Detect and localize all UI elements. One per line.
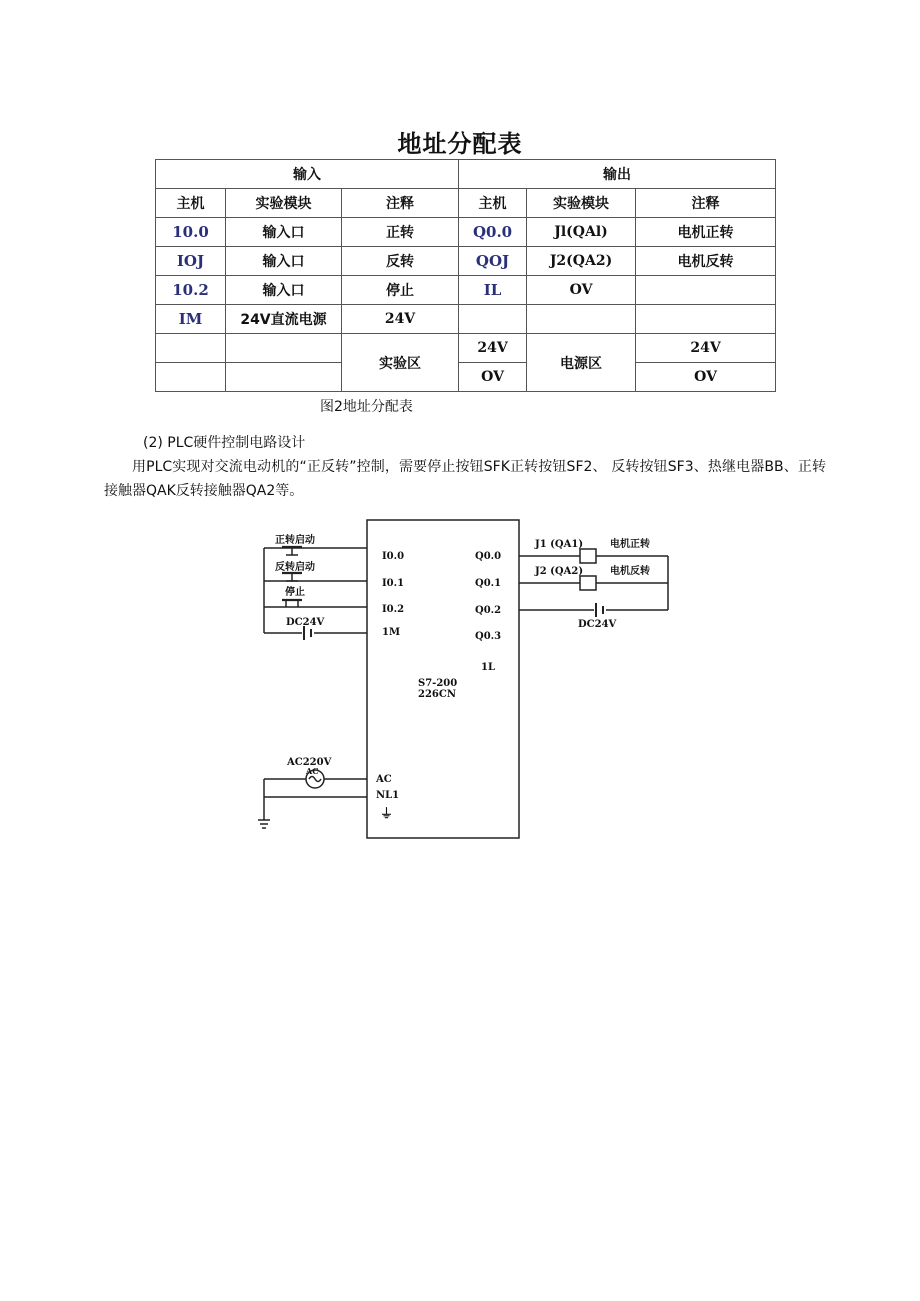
table-cell: J2(QA2) <box>527 247 636 276</box>
table-cell: IOJ <box>156 247 226 276</box>
table-cell: Q0.0 <box>459 218 527 247</box>
table-cell: 电机反转 <box>636 247 776 276</box>
dc-battery-right-icon <box>596 603 603 617</box>
table-cell: 反转 <box>342 247 459 276</box>
column-header: 主机 <box>459 189 527 218</box>
plc-output-terminal: 1L <box>481 662 495 673</box>
table-cell: OV <box>459 363 527 392</box>
motor-label: 电机反转 <box>610 566 650 577</box>
motor-label: 电机正转 <box>610 539 650 550</box>
plc-ground-icon: ⏚ <box>380 807 394 822</box>
plc-output-terminal: Q0.0 <box>475 551 502 562</box>
section-heading: (2) PLC硬件控制电路设计 <box>143 435 306 451</box>
table-cell: 24V <box>342 305 459 334</box>
table-caption: 图2地址分配表 <box>320 399 413 415</box>
table-cell <box>156 363 226 392</box>
table-cell: OV <box>636 363 776 392</box>
column-header: 注释 <box>342 189 459 218</box>
table-row <box>156 247 776 276</box>
table-cell: 输入口 <box>226 247 342 276</box>
ac-voltage-label: AC220V <box>287 757 332 768</box>
table-cell: 输入口 <box>226 218 342 247</box>
table-cell: Jl(QAl) <box>527 218 636 247</box>
column-header: 注释 <box>636 189 776 218</box>
table-cell <box>226 363 342 392</box>
plc-model-line: S7-200 <box>418 678 458 689</box>
reverse-start-switch-icon <box>282 573 302 581</box>
power-area-cell: 电源区 <box>527 334 636 392</box>
relay-j1-coil-icon <box>580 549 596 563</box>
output-group-header: 输出 <box>459 160 776 189</box>
body-paragraph: 用PLC实现对交流电动机的“正反转”控制，需要停止按钮SFK正转按钮SF2、 反转按钮SF3、热继电器BB、正转接触器QAK反转接触器QA2等。 <box>104 459 826 499</box>
plc-output-terminal: Q0.3 <box>475 631 502 642</box>
column-header: 实验模块 <box>527 189 636 218</box>
dc-right-label: DC24V <box>578 619 617 630</box>
plc-input-terminal: I0.2 <box>382 604 405 615</box>
experiment-area-cell: 实验区 <box>342 334 459 392</box>
table-cell <box>636 276 776 305</box>
table-row <box>156 218 776 247</box>
switch-label: 反转启动 <box>275 562 315 573</box>
dc-battery-left-icon <box>304 626 311 640</box>
table-cell <box>226 334 342 363</box>
switch-label: 停止 <box>285 587 305 598</box>
table-row <box>156 363 776 392</box>
column-header: 实验模块 <box>226 189 342 218</box>
table-cell: 停止 <box>342 276 459 305</box>
table-cell: 24V <box>636 334 776 363</box>
page-title: 地址分配表 <box>397 130 523 158</box>
table-cell: 10.2 <box>156 276 226 305</box>
plc-input-terminal: I0.0 <box>382 551 405 562</box>
table-cell: IM <box>156 305 226 334</box>
plc-wiring-diagram <box>250 515 680 840</box>
switch-label: 正转启动 <box>275 535 315 546</box>
table-group-row <box>156 160 776 189</box>
table-cell: OV <box>527 276 636 305</box>
plc-input-terminal: 1M <box>382 627 401 638</box>
plc-power-terminal: NL1 <box>376 790 400 801</box>
table-cell: 24V直流电源 <box>226 305 342 334</box>
table-cell: 10.0 <box>156 218 226 247</box>
table-row <box>156 276 776 305</box>
column-header: 主机 <box>156 189 226 218</box>
relay-label: J1 (QA1) <box>535 539 584 550</box>
address-table <box>155 159 776 392</box>
table-cell: QOJ <box>459 247 527 276</box>
table-cell: 电机正转 <box>636 218 776 247</box>
table-cell: IL <box>459 276 527 305</box>
relay-j2-coil-icon <box>580 576 596 590</box>
ac-sub-label: AC <box>306 766 319 776</box>
table-cell: 输入口 <box>226 276 342 305</box>
table-cell <box>459 305 527 334</box>
stop-switch-icon <box>282 600 302 607</box>
table-row <box>156 305 776 334</box>
dc-left-label: DC24V <box>286 617 325 628</box>
table-cell <box>527 305 636 334</box>
table-header-row <box>156 189 776 218</box>
plc-model-line: 226CN <box>418 689 456 700</box>
table-cell: 24V <box>459 334 527 363</box>
plc-power-terminal: AC <box>376 774 392 785</box>
table-cell: 正转 <box>342 218 459 247</box>
table-cell <box>636 305 776 334</box>
plc-output-terminal: Q0.1 <box>475 578 502 589</box>
plc-output-terminal: Q0.2 <box>475 605 502 616</box>
table-cell <box>156 334 226 363</box>
plc-input-terminal: I0.1 <box>382 578 405 589</box>
table-row <box>156 334 776 363</box>
relay-label: J2 (QA2) <box>535 566 584 577</box>
input-group-header: 输入 <box>156 160 459 189</box>
